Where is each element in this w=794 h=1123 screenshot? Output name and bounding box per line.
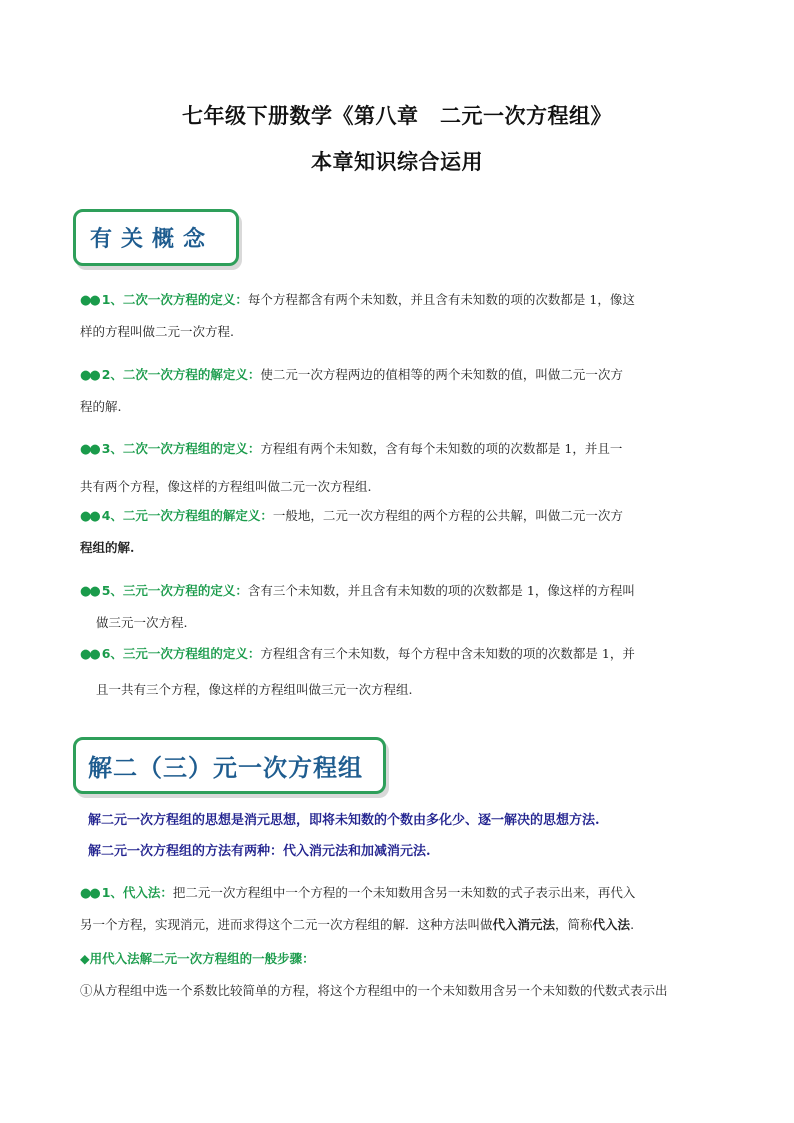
list-item: ●● 2、二次一次方程的解定义：使二元一次方程两边的值相等的两个未知数的值，叫做二元一次方 程的解.	[80, 367, 623, 414]
bullet-dots: ●●	[80, 442, 99, 457]
term: 二元一次方程组的解定义：	[122, 508, 273, 523]
list-item: ●● 6、三元一次方程组的定义：方程组含有三个未知数，每个方程中含未知数的项的次数都是 1，并 且一共有三个方程，像这样的方程组叫做三元一次方程组.	[80, 646, 635, 697]
list-item: ●● 1、代入法：把二元一次方程组中一个方程的一个未知数用含另一未知数的式子表示出来，再代入 另一个方程，实现消元，进而求得这个二元一次方程组的解．这种方法叫做代入消元法，简称代入法.	[80, 885, 636, 932]
step-1: ①从方程组中选一个系数比较简单的方程，将这个方程组中的一个未知数用含另一个未知数的代数式表示出	[80, 983, 668, 998]
key-idea: 解二元一次方程组的思想是消元思想，即将未知数的个数由多化少、逐一解决的思想方法. 解二元一次方程组的方法有两种：代入消元法和加减消元法.	[88, 813, 600, 859]
term: 二次一次方程组的定义：	[122, 441, 261, 456]
list-item: ●● 1、二次一次方程的定义：每个方程都含有两个未知数，并且含有未知数的项的次数都是 1，像这 样的方程叫做二元一次方程.	[80, 292, 635, 339]
term: 代入法：	[122, 885, 173, 900]
page-subtitle: 本章知识综合运用	[311, 150, 483, 174]
bullet-dots: ●●	[80, 509, 99, 524]
list-item: ●● 3、二次一次方程组的定义：方程组有两个未知数，含有每个未知数的项的次数都是 1，并且一 共有两个方程，像这样的方程组叫做二元一次方程组.	[80, 441, 623, 494]
page-title: 七年级下册数学《第八章 二元一次方程组》	[182, 104, 612, 128]
list-item: ●● 5、三元一次方程的定义：含有三个未知数，并且含有未知数的项的次数都是 1，像这样的方程叫 做三元一次方程.	[80, 583, 635, 630]
bullet-dots: ●●	[80, 293, 99, 308]
steps-heading: ◆用代入法解二元一次方程组的一般步骤：	[80, 951, 315, 966]
bullet-dots: ●●	[80, 368, 99, 383]
term: 三元一次方程的定义：	[122, 583, 248, 598]
list-item: ●● 4、二元一次方程组的解定义：一般地，二元一次方程组的两个方程的公共解，叫做二元一次方 程组的解.	[80, 508, 623, 555]
section-header-solving	[73, 737, 386, 794]
bullet-dots: ●●	[80, 584, 99, 599]
term: 二次一次方程的解定义：	[122, 367, 261, 382]
bullet-dots: ●●	[80, 886, 99, 901]
section-title: 解二（三）元一次方程组	[88, 754, 363, 782]
term: 二次一次方程的定义：	[122, 292, 248, 307]
section-header-concepts	[73, 209, 239, 266]
bullet-dots: ●●	[80, 647, 99, 662]
section-title: 有关概念	[90, 227, 215, 252]
term: 三元一次方程组的定义：	[122, 646, 261, 661]
